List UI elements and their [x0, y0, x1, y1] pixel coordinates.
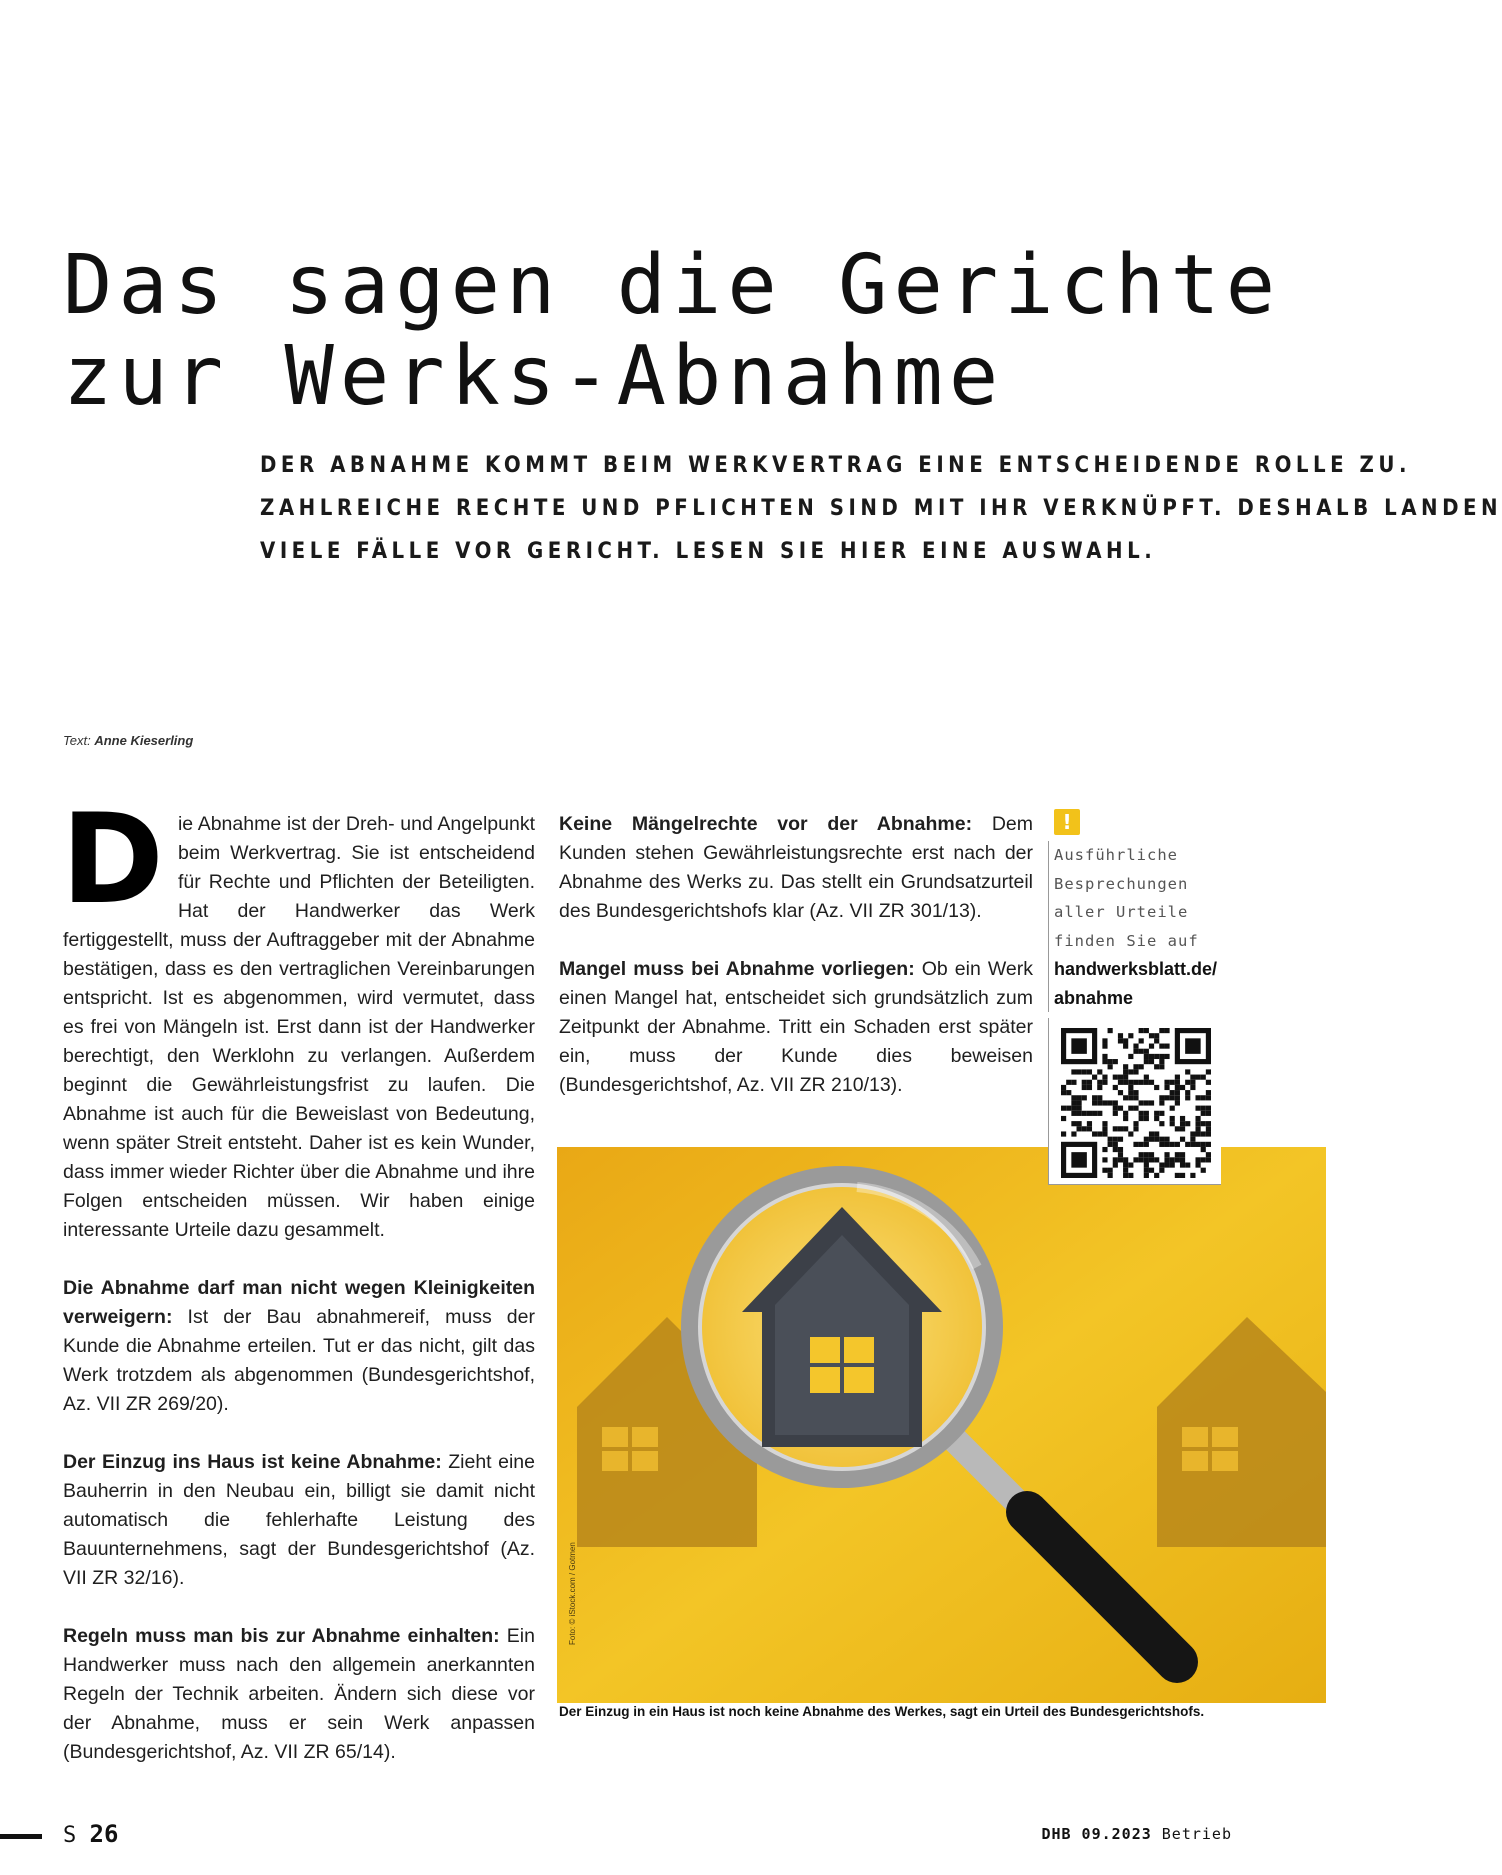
headline-line-1: Das sagen die Gerichte [63, 238, 1282, 333]
info-box [1048, 809, 1228, 1012]
section-label: Betrieb [1161, 1825, 1232, 1843]
photo-credit: Foto: © iStock.com / Gotmen [568, 1542, 577, 1645]
info-text-line: aller Urteile [1054, 903, 1189, 921]
ruling-paragraph [63, 1622, 535, 1767]
headline [63, 238, 1282, 424]
info-link-line[interactable]: abnahme [1054, 987, 1134, 1008]
info-text-line: finden Sie auf [1054, 931, 1199, 950]
lead-line-3: VIELE FÄLLE VOR GERICHT. LESEN SIE HIER EINE AUSWAHL. [260, 539, 1157, 564]
page-number [63, 1820, 118, 1848]
footer-issue [1041, 1825, 1232, 1843]
byline [63, 733, 193, 748]
intro-text: ie Abnahme ist der Dreh- und Angelpunkt beim Werkvertrag. Sie ist entscheidend für Rechte und Pflichten der Beteiligten. Hat der Handwerker das Werk fertiggestellt, muss der Auftraggeber mit der Abnahme bestätigen, dass es den vertraglichen Vereinbarungen entspricht. Ist es abgenommen, wird vermutet, dass es frei von Mängeln ist. Erst dann ist der Handwerker berechtigt, den Werklohn zu verlangen. Außerdem beginnt die Gewährleistungsfrist zu laufen. Die Abnahme ist auch für die Beweislast von Bedeutung, wenn später Streit entsteht. Daher ist es kein Wunder, dass immer wieder Richter über die Abnahme und ihre Folgen entscheiden müssen. Wir haben einige interessante Urteile dazu gesammelt. [63, 813, 535, 1241]
photo-caption: Der Einzug in ein Haus ist noch keine Abnahme des Werkes, sagt ein Urteil des Bundesgerichtshofs. [559, 1704, 1205, 1719]
magnifier-house-image [557, 1147, 1326, 1703]
ruling-heading: Mangel muss bei Abnahme vorliegen: [559, 958, 915, 980]
ruling-paragraph [63, 1274, 535, 1419]
exclamation-icon: ! [1054, 809, 1080, 835]
info-text-line: Besprechungen [1054, 874, 1189, 893]
qr-code-icon[interactable] [1061, 1028, 1211, 1178]
article-column-middle [559, 810, 1033, 1129]
ruling-text: Ob ein Werk einen Mangel hat, entscheidet sich grundsätzlich zum Zeitpunkt der Abnahme. Tritt ein Schaden erst später ein, muss der Kunde dies beweisen (Bundesgerichtshof, Az. VII ZR 210/13). [559, 958, 1033, 1096]
lead-paragraph [260, 444, 1502, 573]
drop-cap: D [61, 788, 164, 932]
info-text [1048, 841, 1228, 955]
headline-line-2: zur Werks-Abnahme [63, 329, 1005, 424]
info-text-line: Ausführliche [1054, 846, 1178, 864]
lead-line-1: DER ABNAHME KOMMT BEIM WERKVERTRAG EINE ENTSCHEIDENDE ROLLE ZU. [260, 453, 1411, 478]
ruling-heading: Der Einzug ins Haus ist keine Abnahme: [63, 1451, 442, 1473]
ruling-heading: Keine Mängelrechte vor der Abnahme: [559, 813, 973, 835]
byline-author: Anne Kieserling [94, 733, 194, 748]
page-prefix: S [63, 1823, 77, 1848]
info-link[interactable] [1048, 955, 1228, 1012]
page-number-value: 26 [89, 1820, 119, 1848]
info-link-line[interactable]: handwerksblatt.de/ [1054, 959, 1218, 979]
ruling-paragraph [559, 810, 1033, 926]
magnifier-house-photo [557, 1147, 1326, 1703]
lead-line-2: ZAHLREICHE RECHTE UND PFLICHTEN SIND MIT IHR VERKNÜPFT. DESHALB LANDEN [260, 496, 1502, 521]
byline-label: Text: [63, 733, 91, 748]
ruling-heading: Regeln muss man bis zur Abnahme einhalten: [63, 1625, 500, 1647]
issue-label: DHB 09.2023 [1041, 1825, 1152, 1843]
article-column-left [61, 788, 535, 1796]
ruling-text: Ein Handwerker muss nach den allgemein anerkannten Regeln der Technik arbeiten. Ändern sich diese vor der Abnahme, muss er sein Werk anpassen (Bundesgerichtshof, Az. VII ZR 65/14). [63, 1625, 535, 1763]
ruling-paragraph [559, 955, 1033, 1100]
intro-paragraph [61, 788, 535, 1245]
ruling-text: Dem Kunden stehen Gewährleistungsrechte erst nach der Abnahme des Werks zu. Das stellt ein Grundsatzurteil des Bundesgerichtshofs klar (Az. VII ZR 301/13). [559, 813, 1034, 922]
qr-code[interactable] [1048, 1018, 1221, 1185]
ruling-paragraph [63, 1448, 535, 1593]
ruling-text: Ist der Bau abnahmereif, muss der Kunde die Abnahme erteilen. Tut er das nicht, gilt das Werk trotzdem als abgenommen (Bundesgerichtshof, Az. VII ZR 269/20). [63, 1306, 535, 1415]
ruling-heading: Die Abnahme darf man nicht wegen Kleinigkeiten verweigern: [63, 1277, 535, 1328]
ruling-text: Zieht eine Bauherrin in den Neubau ein, billigt sie damit nicht automatisch die fehlerhafte Leistung des Bauunternehmens, sagt der Bundesgerichtshof (Az. VII ZR 32/16). [63, 1451, 535, 1589]
footer-rule [0, 1834, 42, 1839]
